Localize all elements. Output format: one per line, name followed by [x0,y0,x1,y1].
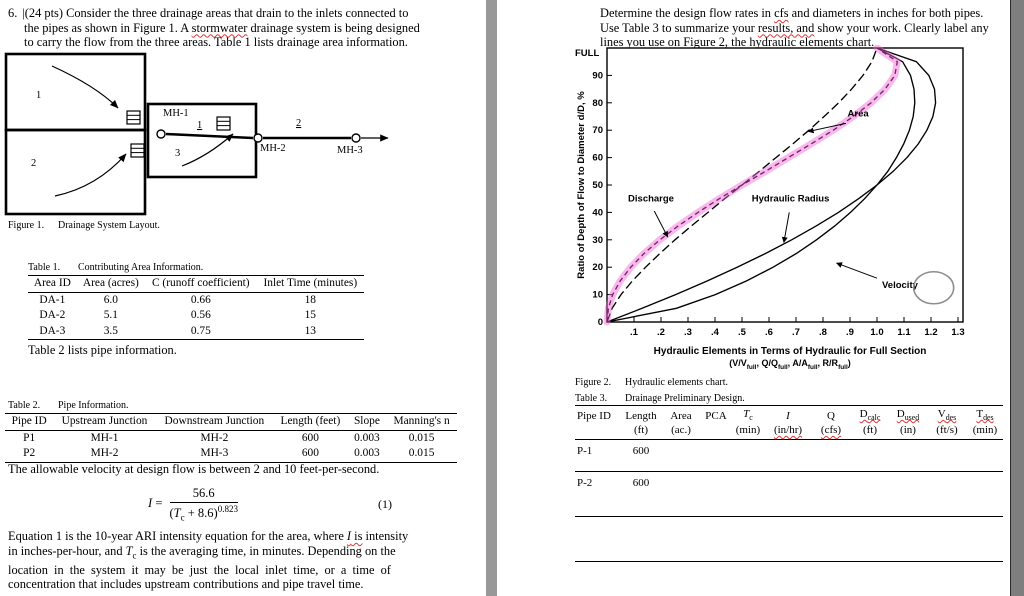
table1-caption [28,262,203,273]
table-cell [661,440,701,472]
column-header: $D_{calc}$ [851,406,889,425]
table-row [575,472,1003,517]
table-cell [701,440,731,472]
table2-caption [8,400,129,411]
text-segment: + 8.6) [184,506,218,521]
inlet-icon [127,111,140,124]
column-unit: (ft) [621,424,661,440]
closing-paragraph [8,529,408,592]
table3-caption-text: Drainage Preliminary Design. [625,393,745,404]
text-line [600,21,989,36]
table-cell [967,472,1003,517]
column-header: Pipe ID [575,406,621,425]
table-cell: MH-2 [90,447,119,459]
y-tick-label: 70 [592,125,603,137]
table-cell: MH-2 [200,431,229,444]
text-segment: and diameters in inches for both pipes. [788,6,984,20]
column-header: Downstream Junction [156,414,273,431]
y-tick-label: 80 [592,97,603,109]
x-tick-label: .5 [738,327,746,338]
column-header: Manning's n [386,414,457,431]
table-cell [731,440,765,472]
column-unit [575,424,621,440]
y-tick-label: 10 [592,289,603,301]
table-cell: 0.56 [190,309,211,321]
table-row [28,292,364,308]
problem-statement [8,6,420,50]
y-tick-label: 60 [592,152,603,164]
curve-velocity [607,48,915,322]
table-cell: DA-3 [39,324,66,337]
text-segment: in inches-per-hour, and [8,543,126,558]
instructions-paragraph [600,6,989,50]
drainage-area-1-outline [6,54,145,130]
table1-caption-text: Contributing Area Information. [78,262,204,273]
chart-caption-title: Hydraulic Elements in Terms of Hydraulic for Full Section [653,346,927,357]
text-segment: I [346,529,352,543]
x-tick-label: .2 [657,327,665,338]
table-cell [927,517,967,562]
y-tick-label: 0 [597,317,603,328]
full-label: FULL [575,48,600,59]
figure2-caption-text: Hydraulic elements chart. [625,377,729,388]
figure2-caption-label: Figure 2. [575,377,612,388]
table-cell: DA-1 [39,293,66,306]
curve-discharge [607,48,897,322]
area2-label: 2 [31,158,37,169]
curve-label-discharge: Discharge [628,193,674,205]
table-cell: 0.003 [354,431,380,444]
text-segment: results, and [757,20,815,35]
table-cell [927,472,967,517]
problem-text-line1 [22,6,408,20]
figure2-caption [575,377,728,388]
chart-caption [575,346,1005,371]
table-row [575,517,1003,562]
table-cell: 0.003 [354,447,380,459]
text-segment: intensity [362,529,409,543]
table-cell [661,472,701,517]
column-header: Upstream Junction [53,414,155,431]
table-cell: 0.015 [408,447,435,459]
pipe2-label: 2 [296,118,302,129]
label-arrow [654,211,668,237]
text-line [8,6,420,21]
pipe-information-table [5,413,457,463]
column-header: I [765,406,811,425]
table-cell: MH-3 [200,447,229,459]
x-tick-label: .7 [792,327,800,338]
table3-caption [575,393,745,404]
column-header: $T_{des}$ [967,406,1003,425]
table-cell [765,440,811,472]
annotation-circle [914,272,954,304]
table-cell: DA-2 [39,309,66,321]
text-segment: 0.823 [217,504,238,514]
text-line [8,577,408,592]
mh1-node [157,130,165,138]
table-cell [927,440,967,472]
text-segment: , Q/Q [756,358,778,368]
table-cell: 15 [304,309,316,321]
column-header: Area ID [28,276,77,293]
table3-caption-label: Table 3. [575,393,608,404]
table-cell [731,472,765,517]
table-cell: P-1 [575,440,621,472]
text-segment: concentration that includes upstream contributions and pipe travel time. [8,577,364,592]
pipe-1-line [166,134,253,138]
intensity-equation [8,486,378,523]
table-cell [621,517,661,562]
mh3-node [352,134,360,142]
highlight-stroke [607,48,897,322]
text-segment: T [125,543,133,558]
equation-numerator: 56.6 [170,486,238,503]
column-header: Length [621,406,661,425]
text-segment: , R/R [817,358,839,368]
column-header: Q [811,406,851,425]
text-segment: (V/V [729,358,747,368]
drainage-design-table [575,405,1003,562]
column-header: PCA [701,406,731,425]
equation-denominator [170,503,238,523]
column-header: $T_c$ [731,406,765,425]
text-segment: full [777,363,788,371]
equation-fraction [170,486,238,523]
table-cell [575,517,621,562]
viewer-gutter [1010,0,1024,596]
x-tick-label: .4 [711,327,719,338]
y-tick-label: 30 [592,234,603,246]
text-segment: stormwater [191,20,248,35]
x-tick-label: 1.1 [897,327,911,338]
page-right[interactable] [497,0,1010,596]
text-segment: Determine the design flow rates in [600,6,775,20]
x-tick-label: .8 [819,327,827,338]
velocity-note: The allowable velocity at design flow is between 2 and 10 feet-per-second. [8,462,380,476]
text-segment: c [132,550,137,561]
column-unit: (ac.) [661,424,701,440]
table-cell [765,517,811,562]
table-cell: 0.75 [190,324,211,337]
table-row [28,308,364,324]
table-row [575,440,1003,472]
x-tick-label: .6 [765,327,773,338]
column-header: Area [661,406,701,425]
text-segment: T [173,506,181,521]
text-segment: location in the system it may be just the local inlet time, or a time of [8,562,391,577]
table2-caption-text: Pipe Information. [58,400,129,411]
pipe1-label: 1 [197,120,203,131]
text-segment: full [807,363,818,371]
hydraulic-elements-chart [570,45,1010,345]
text-segment: |(24 pts) Consider the three drainage areas that drain to the inlets connected to [22,6,409,20]
table-cell [967,440,1003,472]
y-tick-label: 50 [592,180,603,191]
column-unit: (ft/s) [927,424,967,440]
area1-label: 1 [36,90,42,101]
text-segment: to carry the flow from the three areas. Table 1 lists drainage area information. [24,35,408,50]
text-line [8,544,408,563]
mh2-node [254,134,262,142]
table-cell [811,472,851,517]
table-cell [889,440,927,472]
table-row [28,324,364,340]
equation-number: (1) [378,496,392,511]
area3-label: 3 [175,148,181,159]
table-cell [851,472,889,517]
text-segment: is [351,529,363,543]
column-header: $V_{des}$ [927,406,967,425]
column-unit: (cfs) [811,424,851,440]
table-row [5,446,457,462]
text-segment: , A/A [787,358,808,368]
text-segment: ) [847,358,851,368]
column-header: $D_{used}$ [889,406,927,425]
column-header: Pipe ID [5,414,53,431]
y-tick-label: 40 [592,207,603,219]
text-line [600,6,989,21]
table1-caption-label: Table 1. [28,262,61,273]
label-arrow [837,263,878,278]
page-left[interactable] [0,0,486,596]
chart-caption-subtitle [575,358,1005,371]
table2-caption-label: Table 2. [8,400,41,411]
column-unit [701,424,731,440]
x-tick-label: .9 [846,327,854,338]
table-cell: 600 [621,472,661,517]
text-line [8,563,408,578]
flow-arrow-area1 [52,66,118,108]
table-cell: P2 [23,447,36,459]
table-cell [701,517,731,562]
label-arrow [784,212,789,242]
table-cell [889,472,927,517]
figure1-caption [8,220,160,231]
table-cell: 600 [301,447,319,459]
figure1-caption-label: Figure 1. [8,220,45,231]
table-cell: 6.0 [103,293,118,306]
column-header: Slope [348,414,386,431]
table-cell [889,517,927,562]
column-header: Area (acres) [77,276,145,293]
text-segment: cfs [774,6,789,20]
text-segment: show your work. Clearly label any [814,20,989,35]
table-cell: P-2 [575,472,621,517]
curve-label-hydraulic-radius: Hydraulic Radius [751,193,830,205]
text-segment: c [180,512,185,523]
text-segment: full [746,363,757,371]
flow-arrow-area2 [55,154,126,196]
text-segment: full [838,363,848,371]
text-segment: lines you use on Figure 2, the hydraulic elements chart. [600,35,875,50]
x-tick-label: 1.3 [951,327,965,338]
x-tick-label: 1.2 [924,327,938,338]
table-cell [851,517,889,562]
table-cell [765,472,811,517]
mh1-label: MH-1 [163,108,189,119]
contributing-area-table [28,275,364,340]
curve-label-velocity: Velocity [881,279,918,291]
figure1-drainage-diagram [0,48,400,220]
column-unit: (in/hr) [765,424,811,440]
flow-arrow-area3 [182,134,233,166]
figure1-caption-text: Drainage System Layout. [58,220,160,231]
table-cell: 600 [301,431,319,444]
mh2-label: MH-2 [260,143,286,154]
table-cell [661,517,701,562]
table-cell [811,440,851,472]
column-header: Length (feet) [273,414,348,431]
equation-block [8,486,392,523]
problem-number: 6. [8,6,18,20]
drainage-area-2-outline [6,130,145,214]
table-cell: 13 [304,324,316,337]
text-segment: Equation 1 is the 10-year ARI intensity equation for the area, where [8,529,347,543]
equation-equals: = [152,496,166,511]
table-cell: 3.5 [103,324,118,337]
table-cell: MH-1 [90,431,119,444]
table-cell: 600 [621,440,661,472]
text-segment: the pipes as shown in Figure 1. A [24,20,192,35]
x-tick-label: .3 [684,327,692,338]
column-header: Inlet Time (minutes) [257,276,364,293]
table-cell: 5.1 [103,309,118,321]
equation-lhs: I [148,496,153,511]
table-cell [811,517,851,562]
table-cell: P1 [23,431,36,444]
column-unit: (min) [967,424,1003,440]
table-cell [701,472,731,517]
column-unit: (min) [731,424,765,440]
text-segment: drainage system is being designed [247,20,420,35]
inlet-icon [217,117,230,130]
x-tick-label: 1.0 [870,327,884,338]
table-cell: 18 [304,293,316,306]
y-tick-label: 90 [592,70,603,82]
y-tick-label: 20 [592,262,603,274]
text-line [8,21,420,36]
text-segment: Use Table 3 to summarize your [600,20,758,35]
text-segment: is the averaging time, in minutes. Depending on the [136,543,396,558]
inlet-icon [131,144,144,157]
x-tick-label: .1 [630,327,638,338]
mh3-label: MH-3 [337,145,363,156]
table-cell: 0.015 [408,431,435,444]
table-cell [967,517,1003,562]
text-segment: ( [169,506,174,521]
table-cell: 0.66 [190,293,211,306]
between-text: Table 2 lists pipe information. [28,343,177,357]
column-unit: (in) [889,424,927,440]
y-axis-label: Ratio of Depth of Flow to Diameter d/D, % [576,91,587,279]
column-unit: (ft) [851,424,889,440]
table-cell [731,517,765,562]
curve-label-area: Area [847,108,869,120]
column-header: C (runoff coefficient) [145,276,257,293]
text-line [8,529,408,544]
table-row [5,430,457,446]
table-cell [851,440,889,472]
